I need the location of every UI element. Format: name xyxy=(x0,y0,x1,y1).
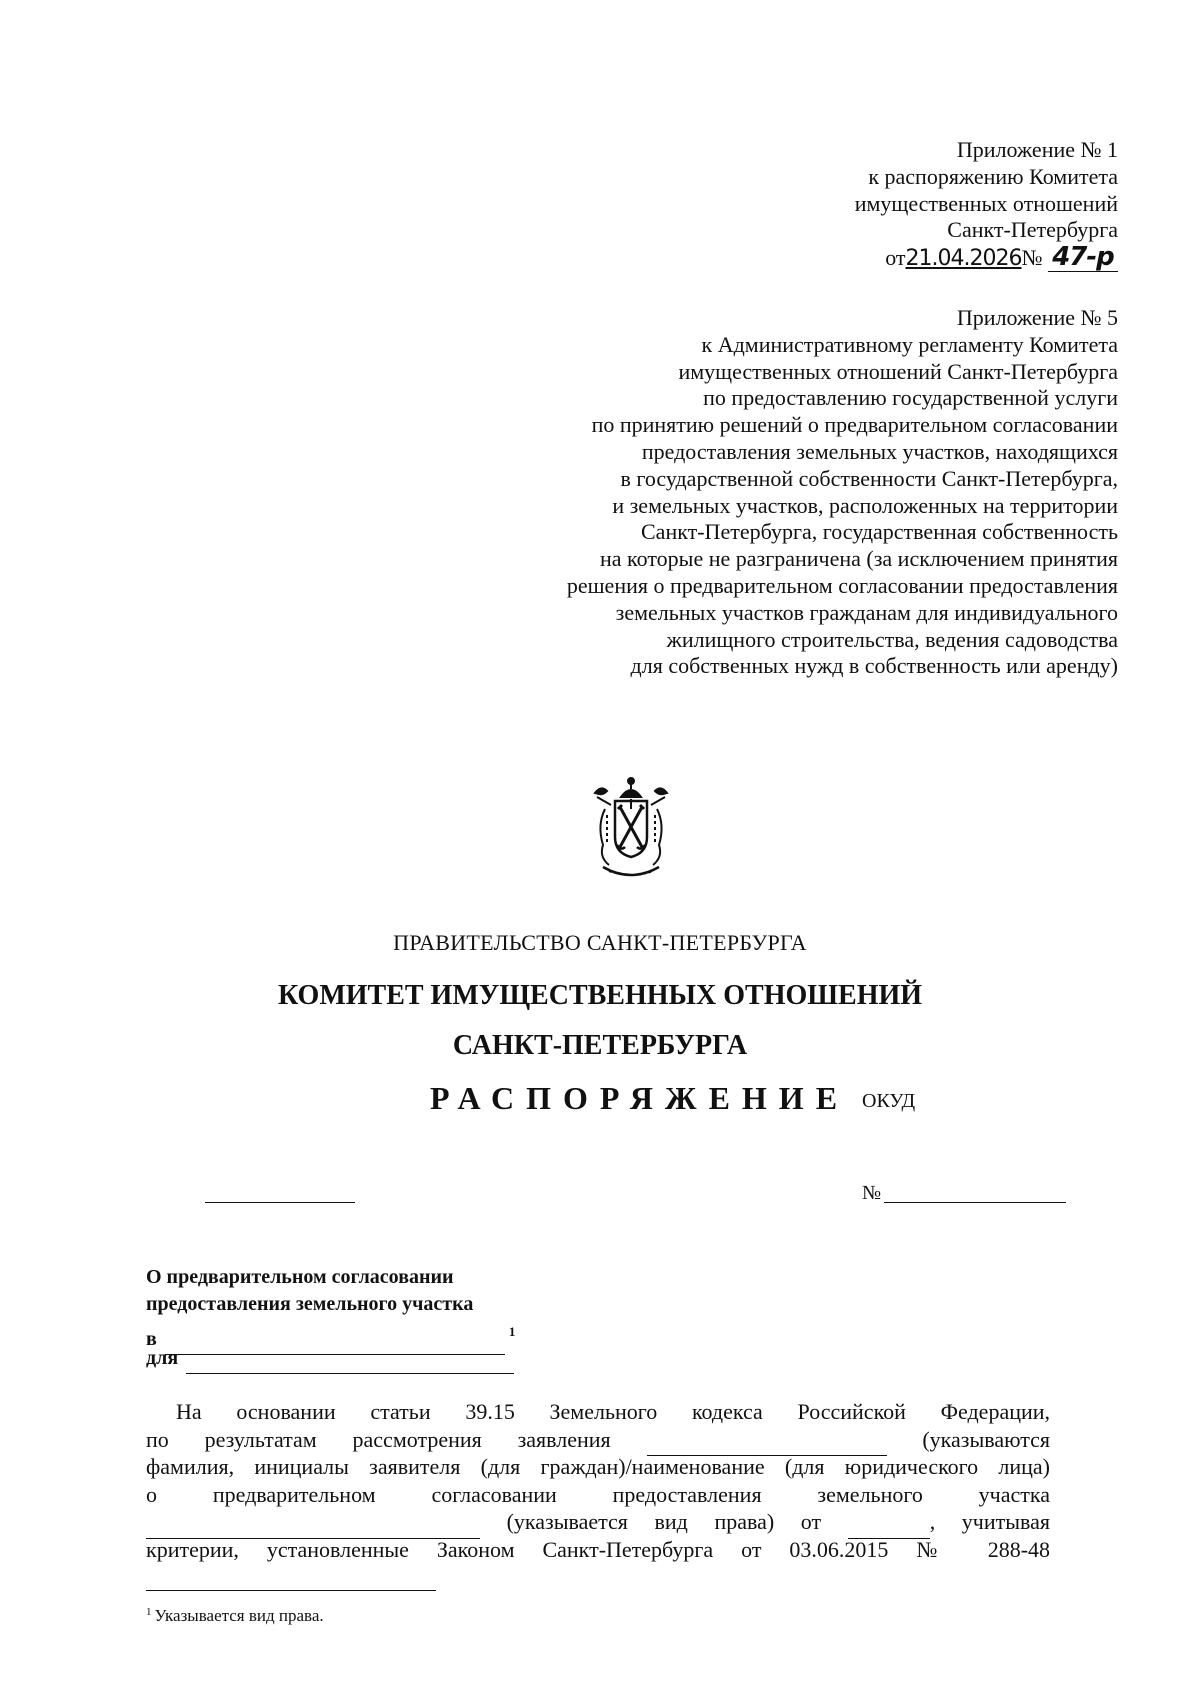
word: согласовании xyxy=(431,1481,557,1507)
word: (указываются xyxy=(922,1426,1051,1452)
word: , xyxy=(929,1509,936,1534)
word: права) xyxy=(714,1509,775,1534)
word: вид xyxy=(654,1509,688,1534)
word: критерии, xyxy=(146,1536,239,1562)
word: 288-48 xyxy=(987,1536,1051,1562)
appendix-5-line: для собственных нужд в собственность или аренду) xyxy=(630,653,1118,679)
word: 03.06.2015 xyxy=(789,1536,889,1562)
appendix-5-line: и земельных участков, расположенных на территории xyxy=(612,492,1118,518)
appendix-1-title: Приложение № 1 xyxy=(956,137,1118,162)
word: Санкт-Петербурга xyxy=(542,1536,714,1562)
appendix-5-block xyxy=(567,305,1118,680)
word: № xyxy=(916,1536,960,1562)
number-blank-line xyxy=(884,1202,1066,1203)
subject-location-prefix: в xyxy=(146,1328,157,1350)
word: кодекса xyxy=(691,1399,763,1424)
purpose-blank xyxy=(186,1346,514,1374)
subject-block xyxy=(146,1264,515,1372)
subject-line: О предварительном согласовании xyxy=(146,1266,454,1288)
appendix-1-line: к распоряжению Комитета xyxy=(868,163,1118,189)
word: основании xyxy=(236,1399,336,1424)
date-blank-group xyxy=(848,1509,936,1534)
body-line xyxy=(146,1426,1050,1454)
word: предоставления xyxy=(612,1481,762,1507)
handwritten-number: 47-р xyxy=(1048,244,1118,272)
word: рассмотрения xyxy=(352,1426,482,1452)
word: заявления xyxy=(517,1426,611,1452)
footnote-text: Указывается вид права. xyxy=(154,1606,324,1625)
okud-label: ОКУД xyxy=(862,1090,916,1112)
subject-purpose-line xyxy=(146,1345,515,1372)
body-text xyxy=(146,1398,1050,1563)
appendix-1-block xyxy=(855,137,1118,273)
document-type: РАСПОРЯЖЕНИЕ xyxy=(430,1080,850,1116)
appendix-5-title: Приложение № 5 xyxy=(956,305,1118,330)
word: 39.15 xyxy=(465,1399,515,1424)
appendix-5-line: по предоставлению государственной услуги xyxy=(703,385,1118,411)
word: На xyxy=(176,1399,202,1424)
appendix-5-line: имущественных отношений Санкт-Петербурга xyxy=(678,358,1118,384)
word: предварительном xyxy=(212,1481,376,1507)
word: Земельного xyxy=(549,1399,658,1424)
number-prefix: № xyxy=(1021,245,1043,271)
appendix-5-line: к Административному регламенту Комитета xyxy=(701,331,1118,357)
body-line: фамилия, инициалы заявителя (для граждан)/наименование (для юридического лица) xyxy=(146,1454,1050,1479)
appendix-5-line: по принятию решений о предварительном согласовании xyxy=(591,412,1118,438)
appendix-5-line: решения о предварительном согласовании предоставления xyxy=(566,572,1118,598)
appendix-1-line: Санкт-Петербурга xyxy=(947,217,1118,243)
word: от xyxy=(800,1509,822,1534)
appendix-5-line: земельных участков гражданам для индивидуального xyxy=(615,599,1118,625)
word: (указывается xyxy=(506,1509,628,1534)
footnote-separator xyxy=(146,1590,436,1591)
body-line xyxy=(146,1481,1050,1509)
date-blank-line xyxy=(205,1202,355,1203)
subject-line: предоставления земельного участка xyxy=(146,1293,474,1315)
number-label: № xyxy=(862,1182,882,1204)
appendix-1-line: имущественных отношений xyxy=(854,190,1118,216)
word: результатам xyxy=(204,1426,317,1452)
footnote xyxy=(146,1606,324,1626)
word: участка xyxy=(978,1481,1050,1507)
word: учитывая xyxy=(961,1509,1051,1534)
word: Федерации, xyxy=(940,1399,1051,1424)
government-title: ПРАВИТЕЛЬСТВО САНКТ-ПЕТЕРБУРГА xyxy=(393,930,807,955)
word: Законом xyxy=(436,1536,515,1562)
body-line xyxy=(146,1536,1050,1564)
appendix-5-line: на которые не разграничена (за исключением принятия xyxy=(600,546,1118,572)
word: установленные xyxy=(266,1536,409,1562)
right-type-blank xyxy=(146,1510,480,1539)
appendix-5-line: жилищного строительства, ведения садоводства xyxy=(666,626,1118,652)
word: от xyxy=(741,1536,762,1562)
coat-of-arms-icon xyxy=(587,775,675,883)
committee-title-line2: САНКТ-ПЕТЕРБУРГА xyxy=(452,1030,748,1061)
subject-location-line xyxy=(146,1318,516,1350)
word: статьи xyxy=(370,1399,431,1424)
footnote-mark: 1 xyxy=(146,1606,152,1618)
date-prefix: от xyxy=(885,245,906,271)
application-date-blank xyxy=(848,1510,930,1539)
footnote-reference: 1 xyxy=(508,1324,516,1339)
body-line xyxy=(146,1508,1050,1536)
body-line xyxy=(146,1398,1050,1426)
word: о xyxy=(146,1481,157,1507)
appendix-5-line: предоставления земельных участков, находящихся xyxy=(641,438,1118,464)
word: Российской xyxy=(797,1399,906,1424)
committee-title-line1: КОМИТЕТ ИМУЩЕСТВЕННЫХ ОТНОШЕНИЙ xyxy=(277,980,923,1011)
handwritten-date: 21.04.2026 xyxy=(905,246,1022,272)
appendix-5-line: Санкт-Петербурга, государственная собственность xyxy=(641,519,1118,545)
subject-purpose-prefix: для xyxy=(146,1347,179,1369)
word: по xyxy=(146,1426,169,1452)
word: земельного xyxy=(817,1481,923,1507)
appendix-5-line: в государственной собственности Санкт-Петербурга, xyxy=(620,465,1118,491)
appendix-1-date-line xyxy=(855,244,1118,273)
applicant-blank xyxy=(647,1428,887,1457)
